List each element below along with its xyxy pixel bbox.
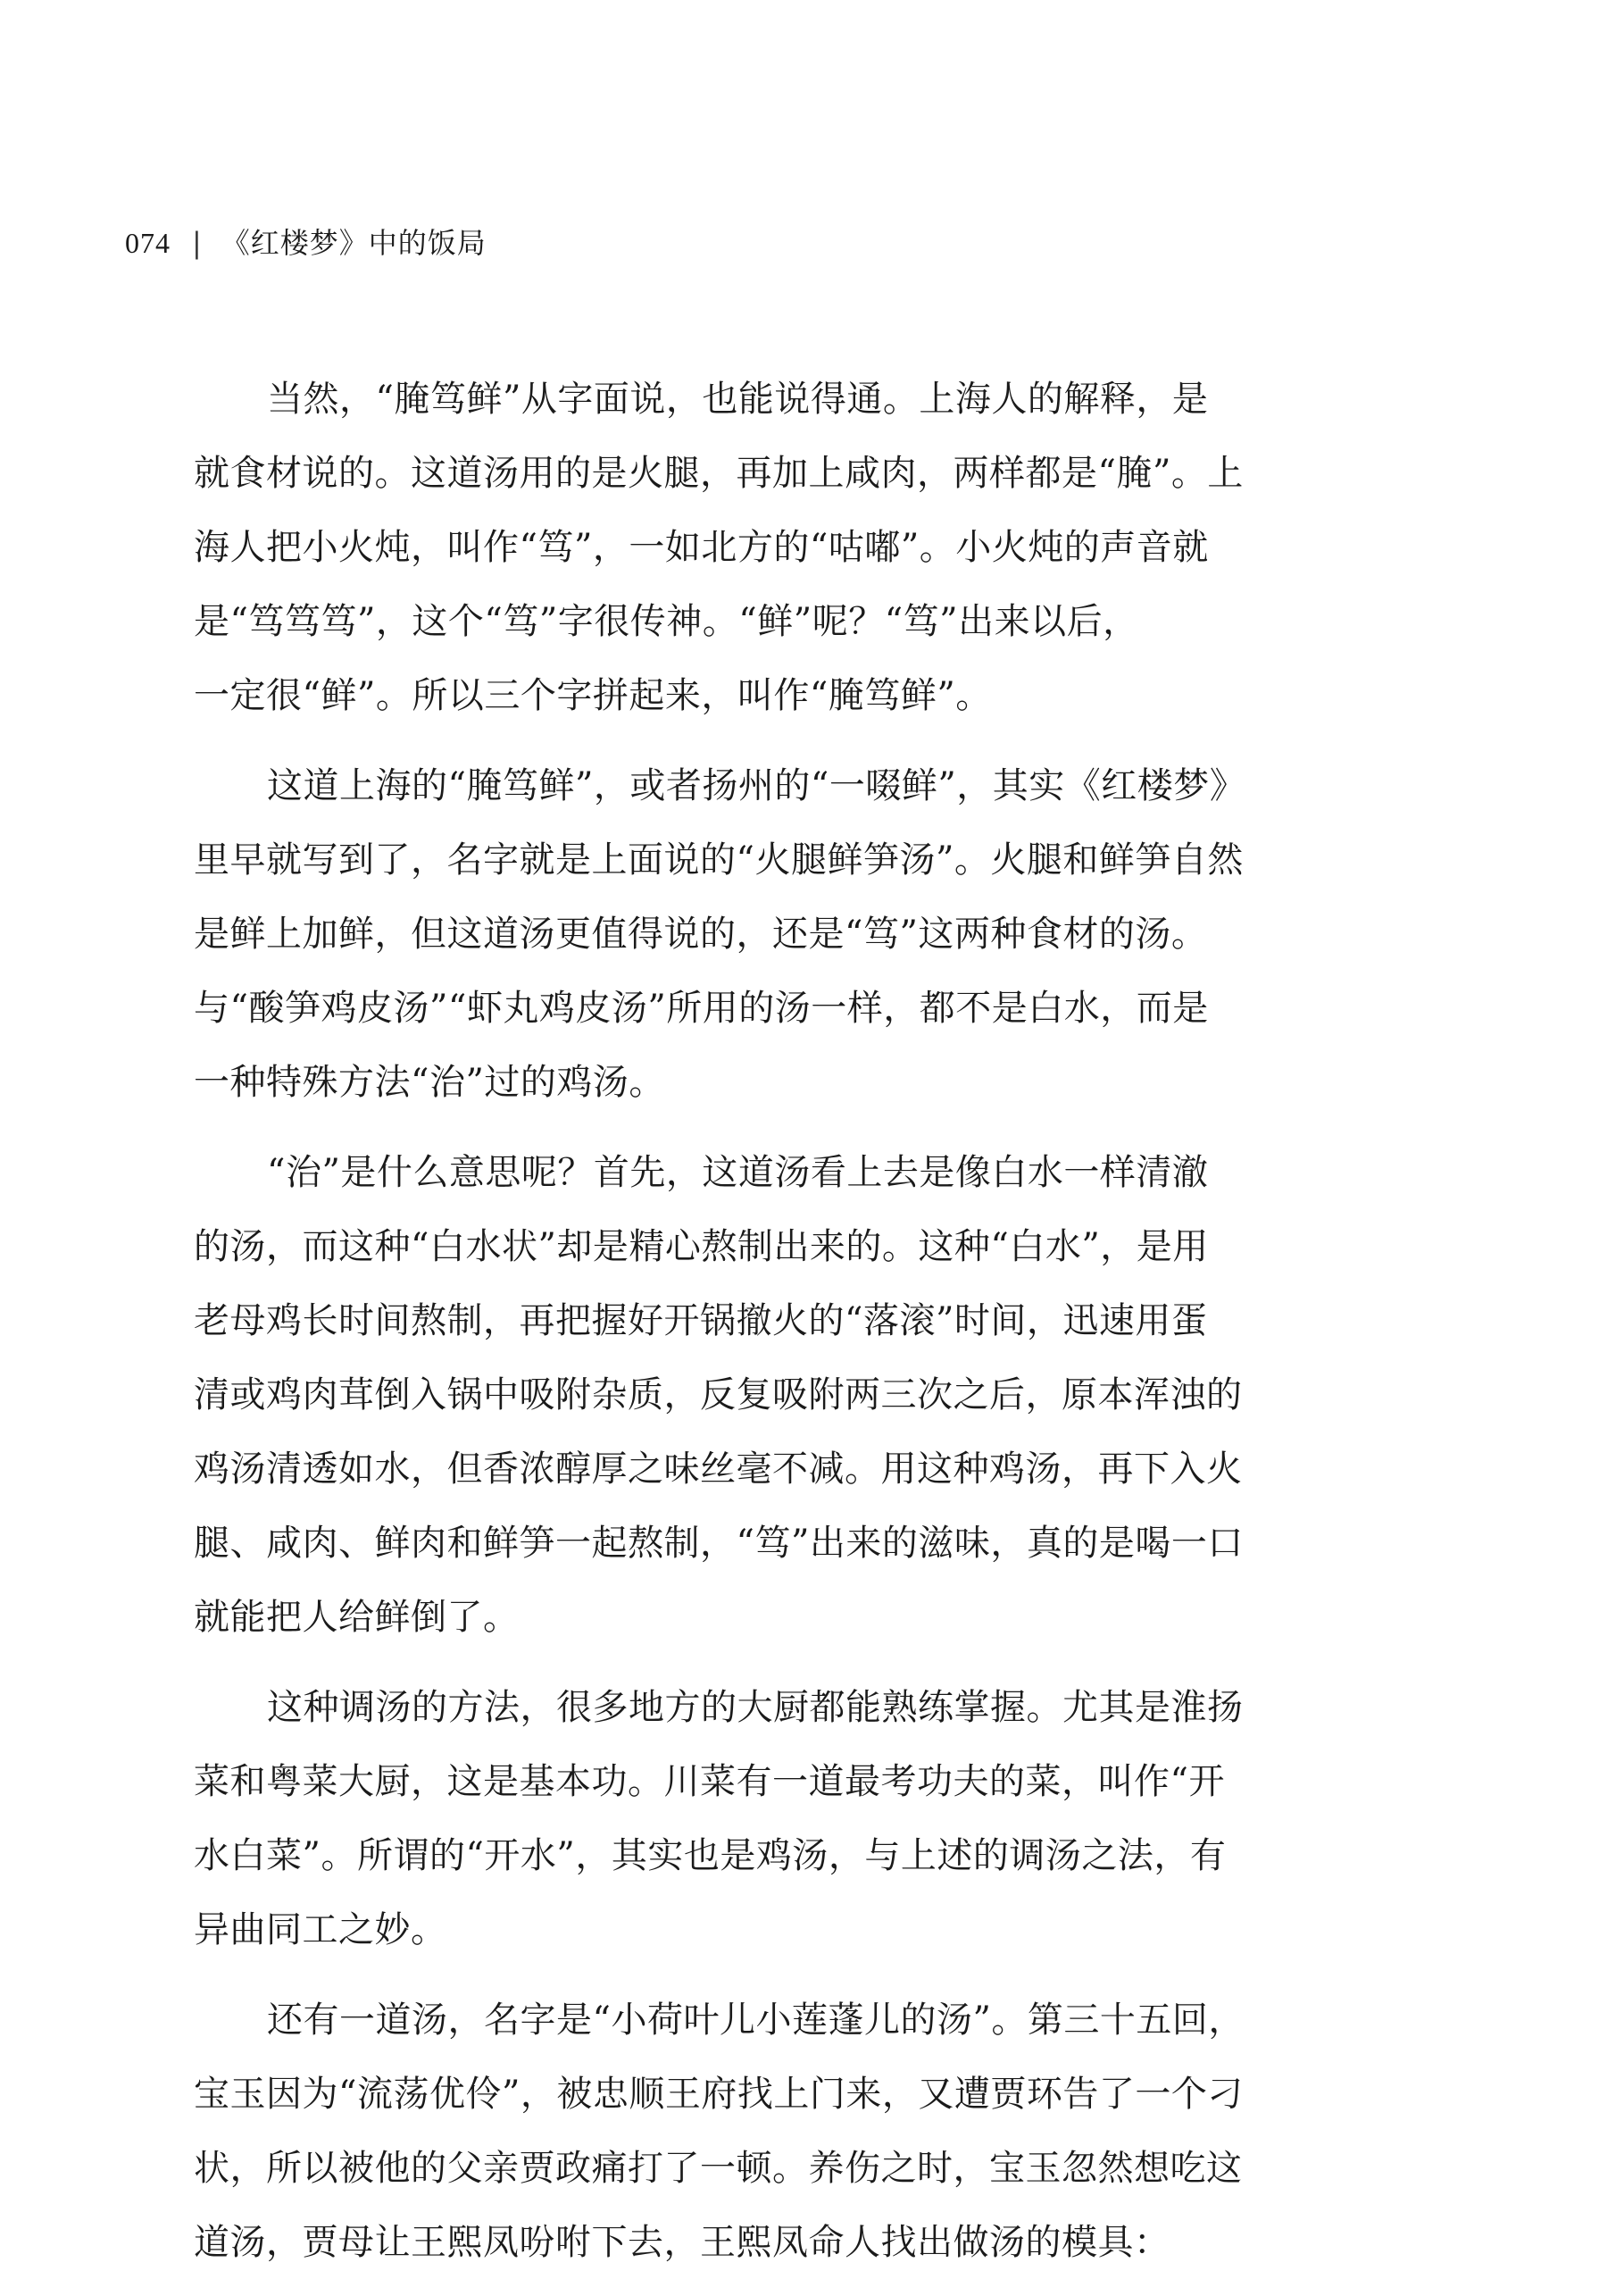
page-number: 074 [125,227,171,259]
text-line: 清或鸡肉茸倒入锅中吸附杂质，反复吸附两三次之后，原本浑浊的 [194,1374,1243,1415]
book-title: 《红楼梦》中的饭局 [221,226,487,260]
text-line: 这种调汤的方法，很多地方的大厨都能熟练掌握。尤其是淮扬 [267,1687,1244,1728]
paragraph-5 [194,1983,1265,2280]
text-line: 的汤，而这种“白水状”却是精心熬制出来的。这种“白水”，是用 [194,1226,1209,1267]
body-text [194,363,1265,2296]
paragraph-1 [194,363,1265,733]
text-line: 还有一道汤，名字是“小荷叶儿小莲蓬儿的汤”。第三十五回， [267,2000,1245,2041]
text-line: 是鲜上加鲜，但这道汤更值得说的，还是“笃”这两种食材的汤。 [194,914,1208,955]
text-line: 腿、咸肉、鲜肉和鲜笋一起熬制，“笃”出来的滋味，真的是喝一口 [194,1523,1244,1564]
text-line: “治”是什么意思呢？首先，这道汤看上去是像白水一样清澈 [267,1152,1209,1193]
text-line: 鸡汤清透如水，但香浓醇厚之味丝毫不减。用这种鸡汤，再下入火 [194,1449,1243,1490]
text-line: 这道上海的“腌笃鲜”，或者扬州的“一啜鲜”，其实《红楼梦》 [267,765,1246,806]
text-line: 当然，“腌笃鲜”从字面说，也能说得通。上海人的解释，是 [267,379,1209,420]
text-line: 就食材说的。这道汤用的是火腿，再加上咸肉，两样都是“腌”。上 [194,453,1244,494]
paragraph-2 [194,749,1265,1120]
text-line: 宝玉因为“流荡优伶”，被忠顺王府找上门来，又遭贾环告了一个刁 [194,2074,1244,2115]
text-line: 海人把小火炖，叫作“笃”，一如北方的“咕嘟”。小火炖的声音就 [194,527,1209,568]
paragraph-3 [194,1136,1265,1655]
text-line: 老母鸡长时间熬制，再把握好开锅撤火的“落滚”时间，迅速用蛋 [194,1300,1208,1341]
text-line: 就能把人给鲜倒了。 [194,1597,520,1638]
text-line: 道汤，贾母让王熙凤吩咐下去，王熙凤命人找出做汤的模具： [194,2222,1170,2263]
text-line: 状，所以被他的父亲贾政痛打了一顿。养伤之时，宝玉忽然想吃这 [194,2148,1243,2189]
text-line: 异曲同工之妙。 [194,1909,447,1950]
header-separator: | [192,226,202,260]
running-header [125,220,487,266]
text-line: 是“笃笃笃”，这个“笃”字很传神。“鲜”呢？“笃”出来以后， [194,601,1139,642]
text-line: 与“酸笋鸡皮汤”“虾丸鸡皮汤”所用的汤一样，都不是白水，而是 [194,988,1209,1029]
text-line: 一定很“鲜”。所以三个字拼起来，叫作“腌笃鲜”。 [194,675,992,716]
text-line: 菜和粤菜大厨，这是基本功。川菜有一道最考功夫的菜，叫作“开 [194,1761,1225,1802]
paragraph-4 [194,1671,1265,1967]
text-line: 水白菜”。所谓的“开水”，其实也是鸡汤，与上述的调汤之法，有 [194,1835,1227,1876]
text-line: 一种特殊方法“治”过的鸡汤。 [194,1062,665,1103]
text-line: 里早就写到了，名字就是上面说的“火腿鲜笋汤”。火腿和鲜笋自然 [194,839,1244,881]
